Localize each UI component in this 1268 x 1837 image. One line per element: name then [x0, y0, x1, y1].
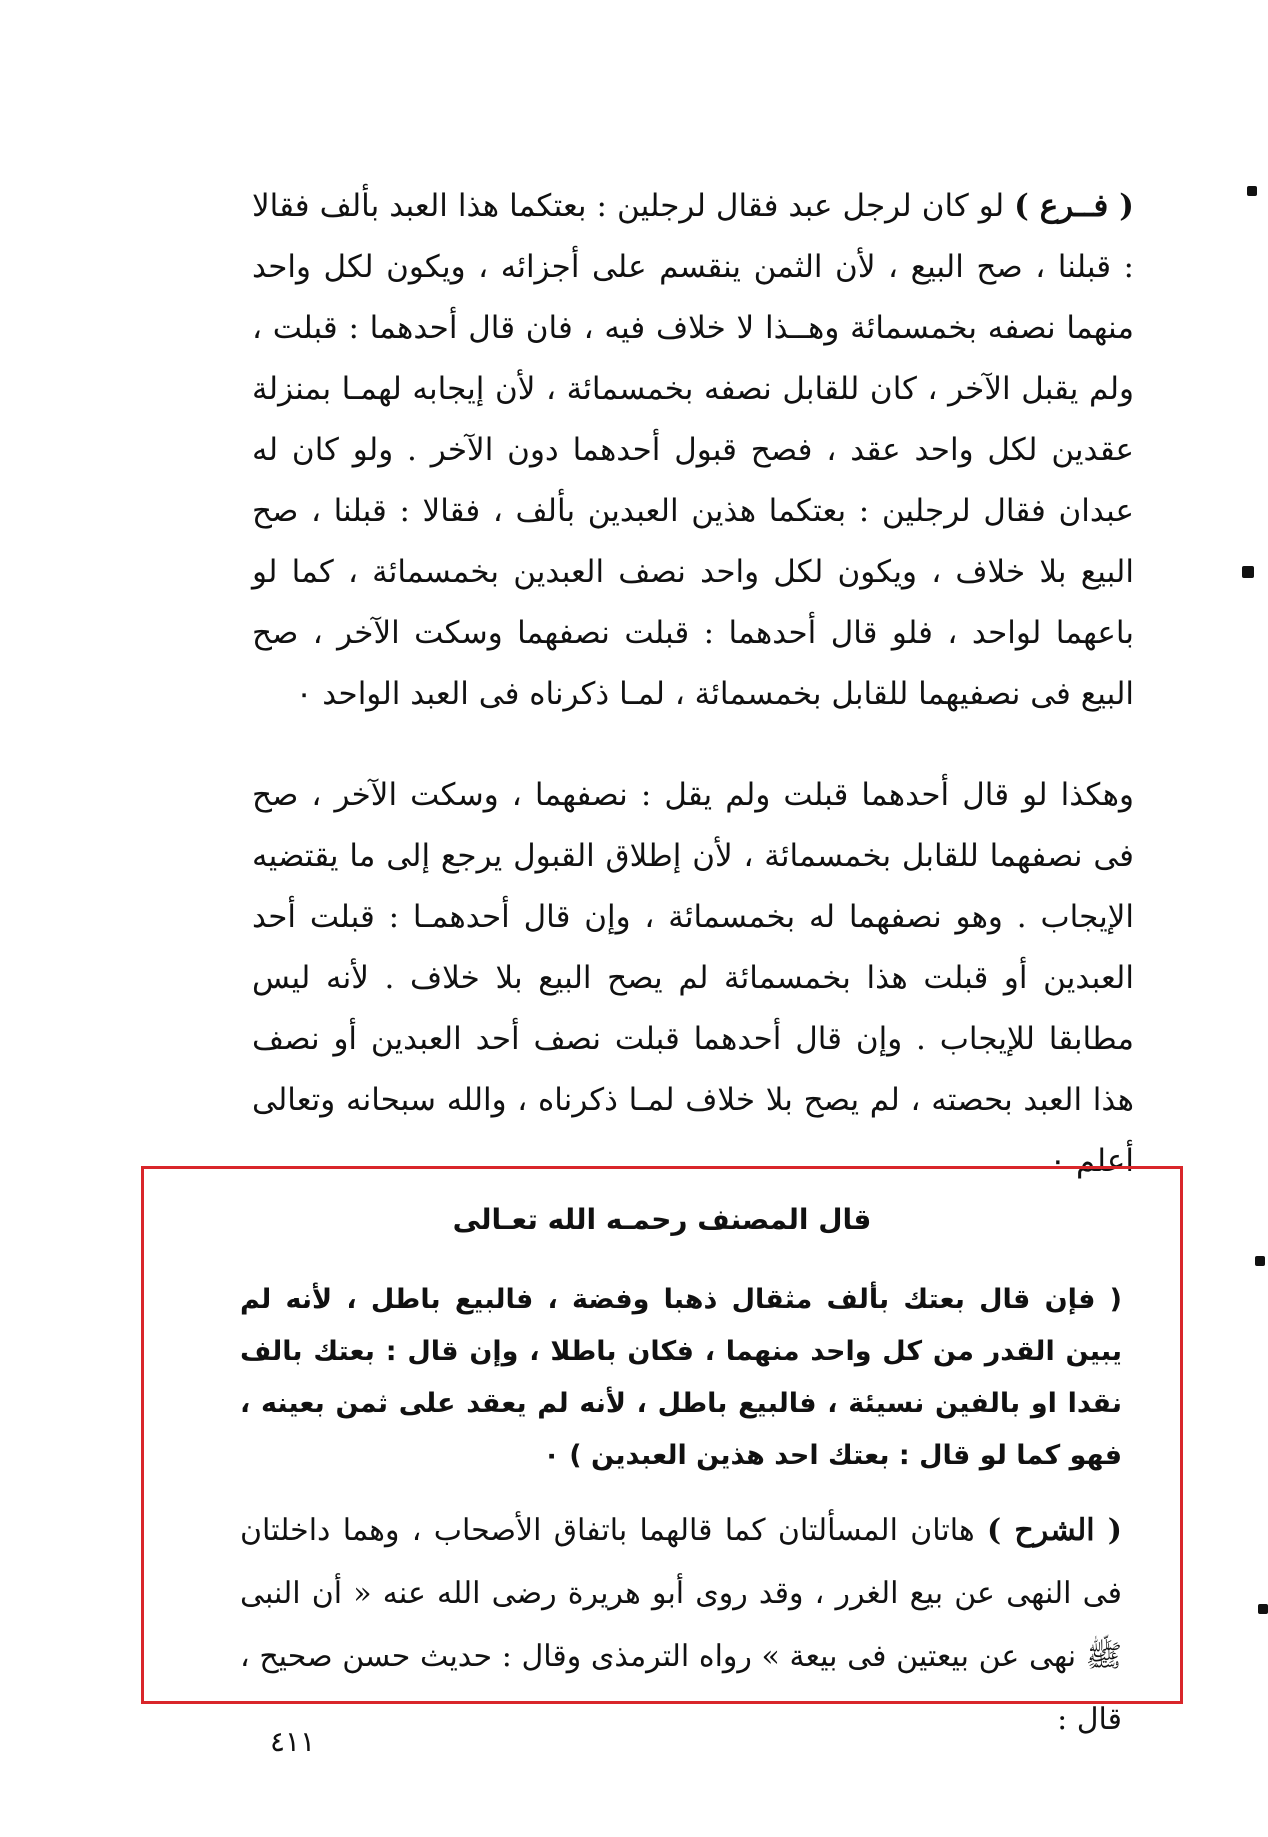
sharh-text	[240, 1499, 1122, 1751]
paragraph-lead-label: ( فــرع )	[1014, 188, 1134, 224]
margin-mark	[1242, 566, 1254, 578]
section-heading: قال المصنف رحمـه الله تعـالى	[452, 1203, 872, 1236]
matn-text: ( فإن قال بعتك بألف مثقال ذهبا وفضة ، فالبيع باطل ، لأنه لم يبين القدر من كل واحد منهما ، فكان باطلا ، وإن قال : بعتك بالف نقدا او بالفين نسيئة ، فالبيع باطل ، لأنه لم يعقد على ثمن بعينه ، فهو كما لو قال : بعتك احد هذين العبدين ) ٠	[240, 1284, 1122, 1471]
paragraph-far-branch	[252, 176, 1134, 725]
margin-mark	[1255, 1256, 1265, 1266]
page-number: ٤١١	[270, 1725, 316, 1758]
paragraph-text	[252, 176, 1134, 725]
paragraph-text: وهكذا لو قال أحدهما قبلت ولم يقل : نصفهما ، وسكت الآخر ، صح فى نصفهما للقابل بخمسمائة ، لأن إطلاق القبول يرجع إلى ما يقتضيه الإيجاب . وهو نصفهما له بخمسمائة ، وإن قال أحدهمـا : قبلت أحد العبدين أو قبلت هذا بخمسمائة لم يصح البيع بلا خلاف . لأنه ليس مطابقا للإيجاب . وإن قال أحدهما قبلت نصف أحد العبدين أو نصف هذا العبد بحصته ، لم يصح بلا خلاف لمـا ذكرناه ، والله سبحانه وتعالى أعلم ٠	[252, 777, 1134, 1179]
highlighted-section	[141, 1166, 1183, 1737]
paragraph-body: لو كان لرجل عبد فقال لرجلين : بعتكما هذا العبد بألف فقالا : قبلنا ، صح البيع ، لأن الثمن ينقسم على أجزائه ، ويكون لكل واحد منهما نصفه بخمسمائة وهــذا لا خلاف فيه ، فان قال أحدهما : قبلت ، ولم يقبل الآخر ، كان للقابل نصفه بخمسمائة ، لأن إيجابه لهمـا بمنزلة عقدين لكل واحد عقد ، فصح قبول أحدهما دون الآخر . ولو كان له عبدان فقال لرجلين : بعتكما هذين العبدين بألف ، فقالا : قبلنا ، صح البيع بلا خلاف ، ويكون لكل واحد نصف العبدين بخمسمائة ، كما لو باعهما لواحد ، فلو قال أحدهما : قبلت نصفهما وسكت الآخر ، صح البيع فى نصفيهما للقابل بخمسمائة ، لمـا ذكرناه فى العبد الواحد ٠	[252, 188, 1134, 712]
sharh-lead-label: ( الشرح )	[987, 1513, 1122, 1548]
margin-mark	[1247, 186, 1257, 196]
paragraph-continuation	[252, 765, 1134, 1192]
sharh-body: هاتان المسألتان كما قالهما باتفاق الأصحاب ، وهما داخلتان فى النهى عن بيع الغرر ، وقد روى أبو هريرة رضى الله عنه « أن النبى ﷺ نهى عن بيعتين فى بيعة » رواه الترمذى وقال : حديث حسن صحيح ، قال :	[240, 1513, 1122, 1737]
margin-mark	[1258, 1604, 1268, 1614]
